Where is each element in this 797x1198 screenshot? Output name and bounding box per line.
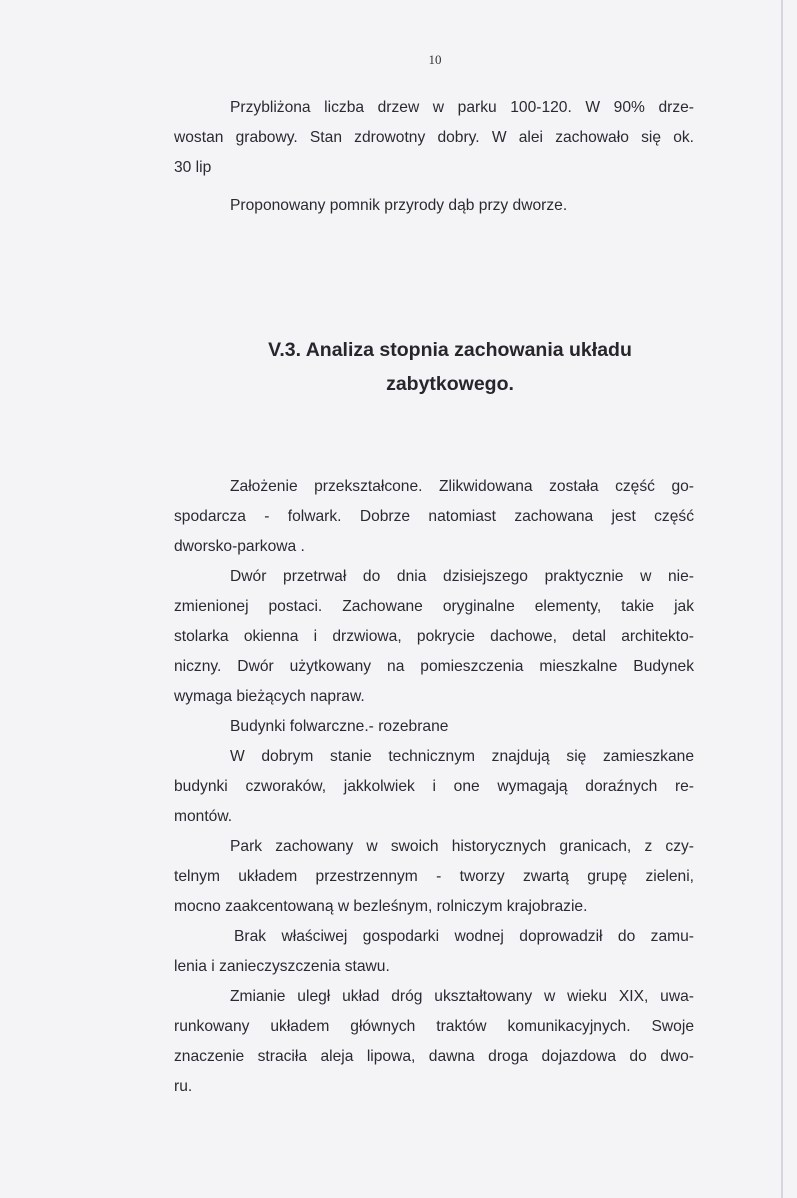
text-line: wostan grabowy. Stan zdrowotny dobry. W alei zachowało się ok. — [174, 129, 694, 146]
page-number: 10 — [428, 52, 442, 67]
text-line: znaczenie straciła aleja lipowa, dawna droga dojazdowa do dwo- — [174, 1048, 694, 1065]
text-line: mocno zaakcentowaną w bezleśnym, rolniczym krajobrazie. — [174, 898, 588, 915]
page-edge — [781, 0, 783, 1198]
intro-paragraph — [174, 93, 694, 221]
text-line: montów. — [174, 808, 233, 825]
text-line: Park zachowany w swoich historycznych granicach, z czy- — [230, 838, 694, 855]
text-line: dworsko-parkowa . — [174, 538, 305, 555]
text-line: 30 lip — [174, 159, 212, 176]
text-line: niczny. Dwór użytkowany na pomieszczenia mieszkalne Budynek — [174, 658, 694, 675]
text-line: wymaga bieżących napraw. — [174, 688, 365, 705]
text-line: ru. — [174, 1078, 193, 1095]
text-line: zmienionej postaci. Zachowane oryginalne elementy, takie jak — [174, 598, 694, 615]
text-line: budynki czworaków, jakkolwiek i one wymagają doraźnych re- — [174, 778, 694, 795]
text-line: runkowany układem głównych traktów komunikacyjnych. Swoje — [174, 1018, 694, 1035]
text-line: lenia i zanieczyszczenia stawu. — [174, 958, 390, 975]
section-heading — [200, 333, 700, 401]
body-text — [174, 472, 694, 1102]
text-line: Proponowany pomnik przyrody dąb przy dworze. — [230, 197, 568, 214]
text-line: W dobrym stanie technicznym znajdują się zamieszkane — [230, 748, 694, 765]
text-line: spodarcza - folwark. Dobrze natomiast zachowana jest część — [174, 508, 694, 525]
text-line: Budynki folwarczne.- rozebrane — [230, 718, 449, 735]
text-line: Dwór przetrwał do dnia dzisiejszego praktycznie w nie- — [230, 568, 694, 585]
text-line: Brak właściwej gospodarki wodnej doprowadził do zamu- — [234, 928, 694, 945]
heading-line-2: zabytkowego. — [386, 373, 514, 395]
text-line: Założenie przekształcone. Zlikwidowana została część go- — [230, 478, 694, 495]
text-line: telnym układem przestrzennym - tworzy zwartą grupę zieleni, — [174, 868, 694, 885]
text-line: stolarka okienna i drzwiowa, pokrycie dachowe, detal architekto- — [174, 628, 694, 645]
text-line: Zmianie uległ układ dróg ukształtowany w wieku XIX, uwa- — [230, 988, 694, 1005]
heading-line-1: V.3. Analiza stopnia zachowania układu — [268, 339, 632, 361]
text-line: Przybliżona liczba drzew w parku 100-120. W 90% drze- — [230, 99, 694, 116]
